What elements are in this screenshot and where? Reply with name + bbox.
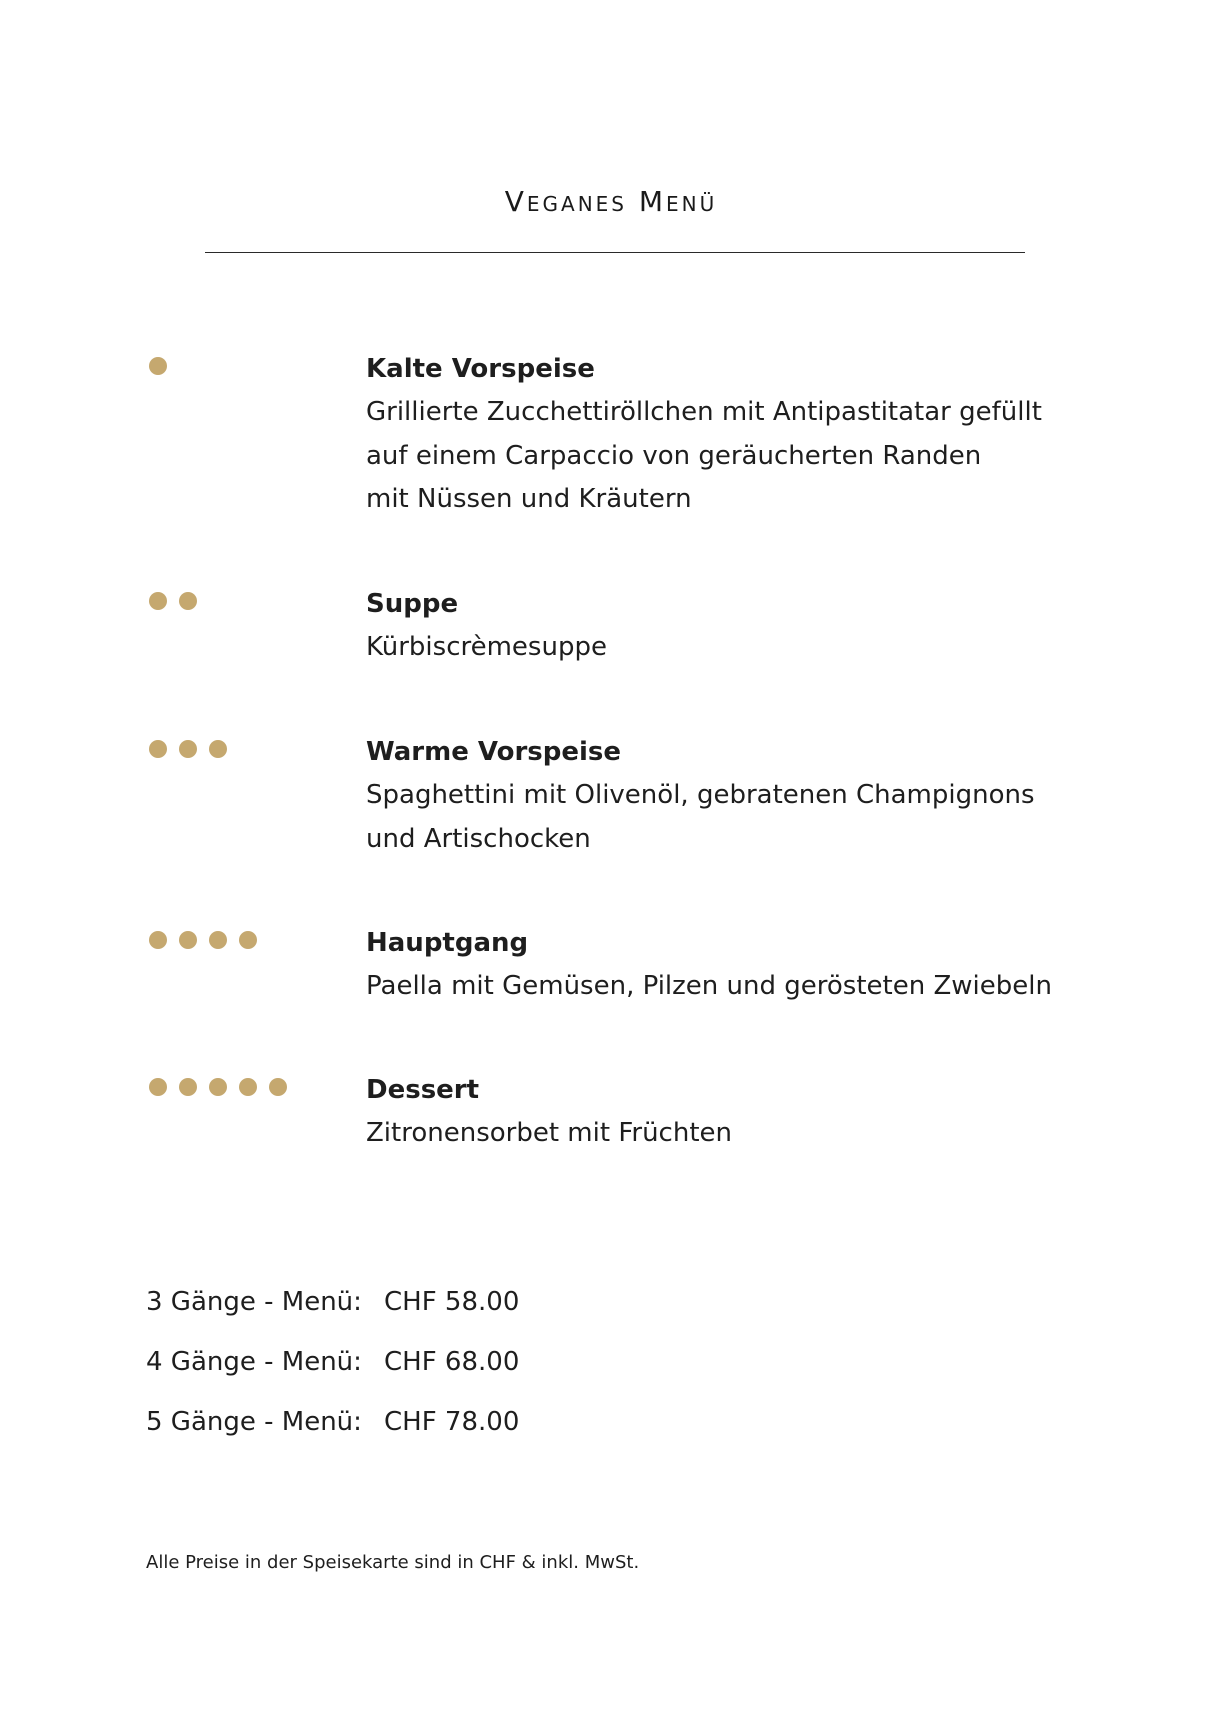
price-label: 3 Gänge - Menü:: [146, 1287, 362, 1317]
course-dot: [209, 931, 227, 949]
course-text: [366, 583, 1086, 670]
course-dot: [149, 931, 167, 949]
course-dot: [149, 740, 167, 758]
course-dot: [149, 1078, 167, 1096]
course-dot: [179, 931, 197, 949]
course-dots: [149, 357, 167, 375]
price-row: [146, 1272, 519, 1332]
course-dots: [149, 931, 257, 949]
course-description: Zitronensorbet mit Früchten: [366, 1118, 732, 1148]
course-dot: [239, 931, 257, 949]
course-dots: [149, 1078, 287, 1096]
course-dots: [149, 592, 197, 610]
price-label: 4 Gänge - Menü:: [146, 1347, 362, 1377]
course-dot: [149, 357, 167, 375]
course-dot: [179, 592, 197, 610]
price-amount: CHF 78.00: [384, 1407, 520, 1437]
course-text: [366, 731, 1086, 861]
course-dot: [209, 1078, 227, 1096]
course-text: [366, 922, 1086, 1009]
course-dot: [179, 1078, 197, 1096]
price-label: 5 Gänge - Menü:: [146, 1407, 362, 1437]
course-description: Paella mit Gemüsen, Pilzen und gerösteten Zwiebeln: [366, 971, 1052, 1001]
course-dot: [149, 592, 167, 610]
menu-title: Veganes Menü: [504, 185, 718, 218]
course-name: Kalte Vorspeise: [366, 354, 595, 384]
course-dot: [269, 1078, 287, 1096]
course-name: Warme Vorspeise: [366, 737, 622, 767]
price-row: [146, 1392, 519, 1452]
footer-note: Alle Preise in der Speisekarte sind in CHF & inkl. MwSt.: [146, 1552, 640, 1573]
course-text: [366, 348, 1086, 522]
price-list: [146, 1272, 519, 1452]
course-name: Suppe: [366, 589, 459, 619]
title-divider: [205, 252, 1025, 253]
course-description: Spaghettini mit Olivenöl, gebratenen Champignons und Artischocken: [366, 780, 1035, 854]
course-description: Kürbiscrèmesuppe: [366, 632, 607, 662]
course-dots: [149, 740, 227, 758]
course-dot: [239, 1078, 257, 1096]
course-name: Hauptgang: [366, 928, 529, 958]
course-dot: [179, 740, 197, 758]
price-amount: CHF 68.00: [384, 1347, 520, 1377]
price-amount: CHF 58.00: [384, 1287, 520, 1317]
price-row: [146, 1332, 519, 1392]
course-name: Dessert: [366, 1075, 480, 1105]
course-text: [366, 1069, 1086, 1156]
course-description: Grillierte Zucchettiröllchen mit Antipastitatar gefüllt auf einem Carpaccio von geräucherten Randen mit Nüssen und Kräutern: [366, 397, 1042, 514]
course-dot: [209, 740, 227, 758]
